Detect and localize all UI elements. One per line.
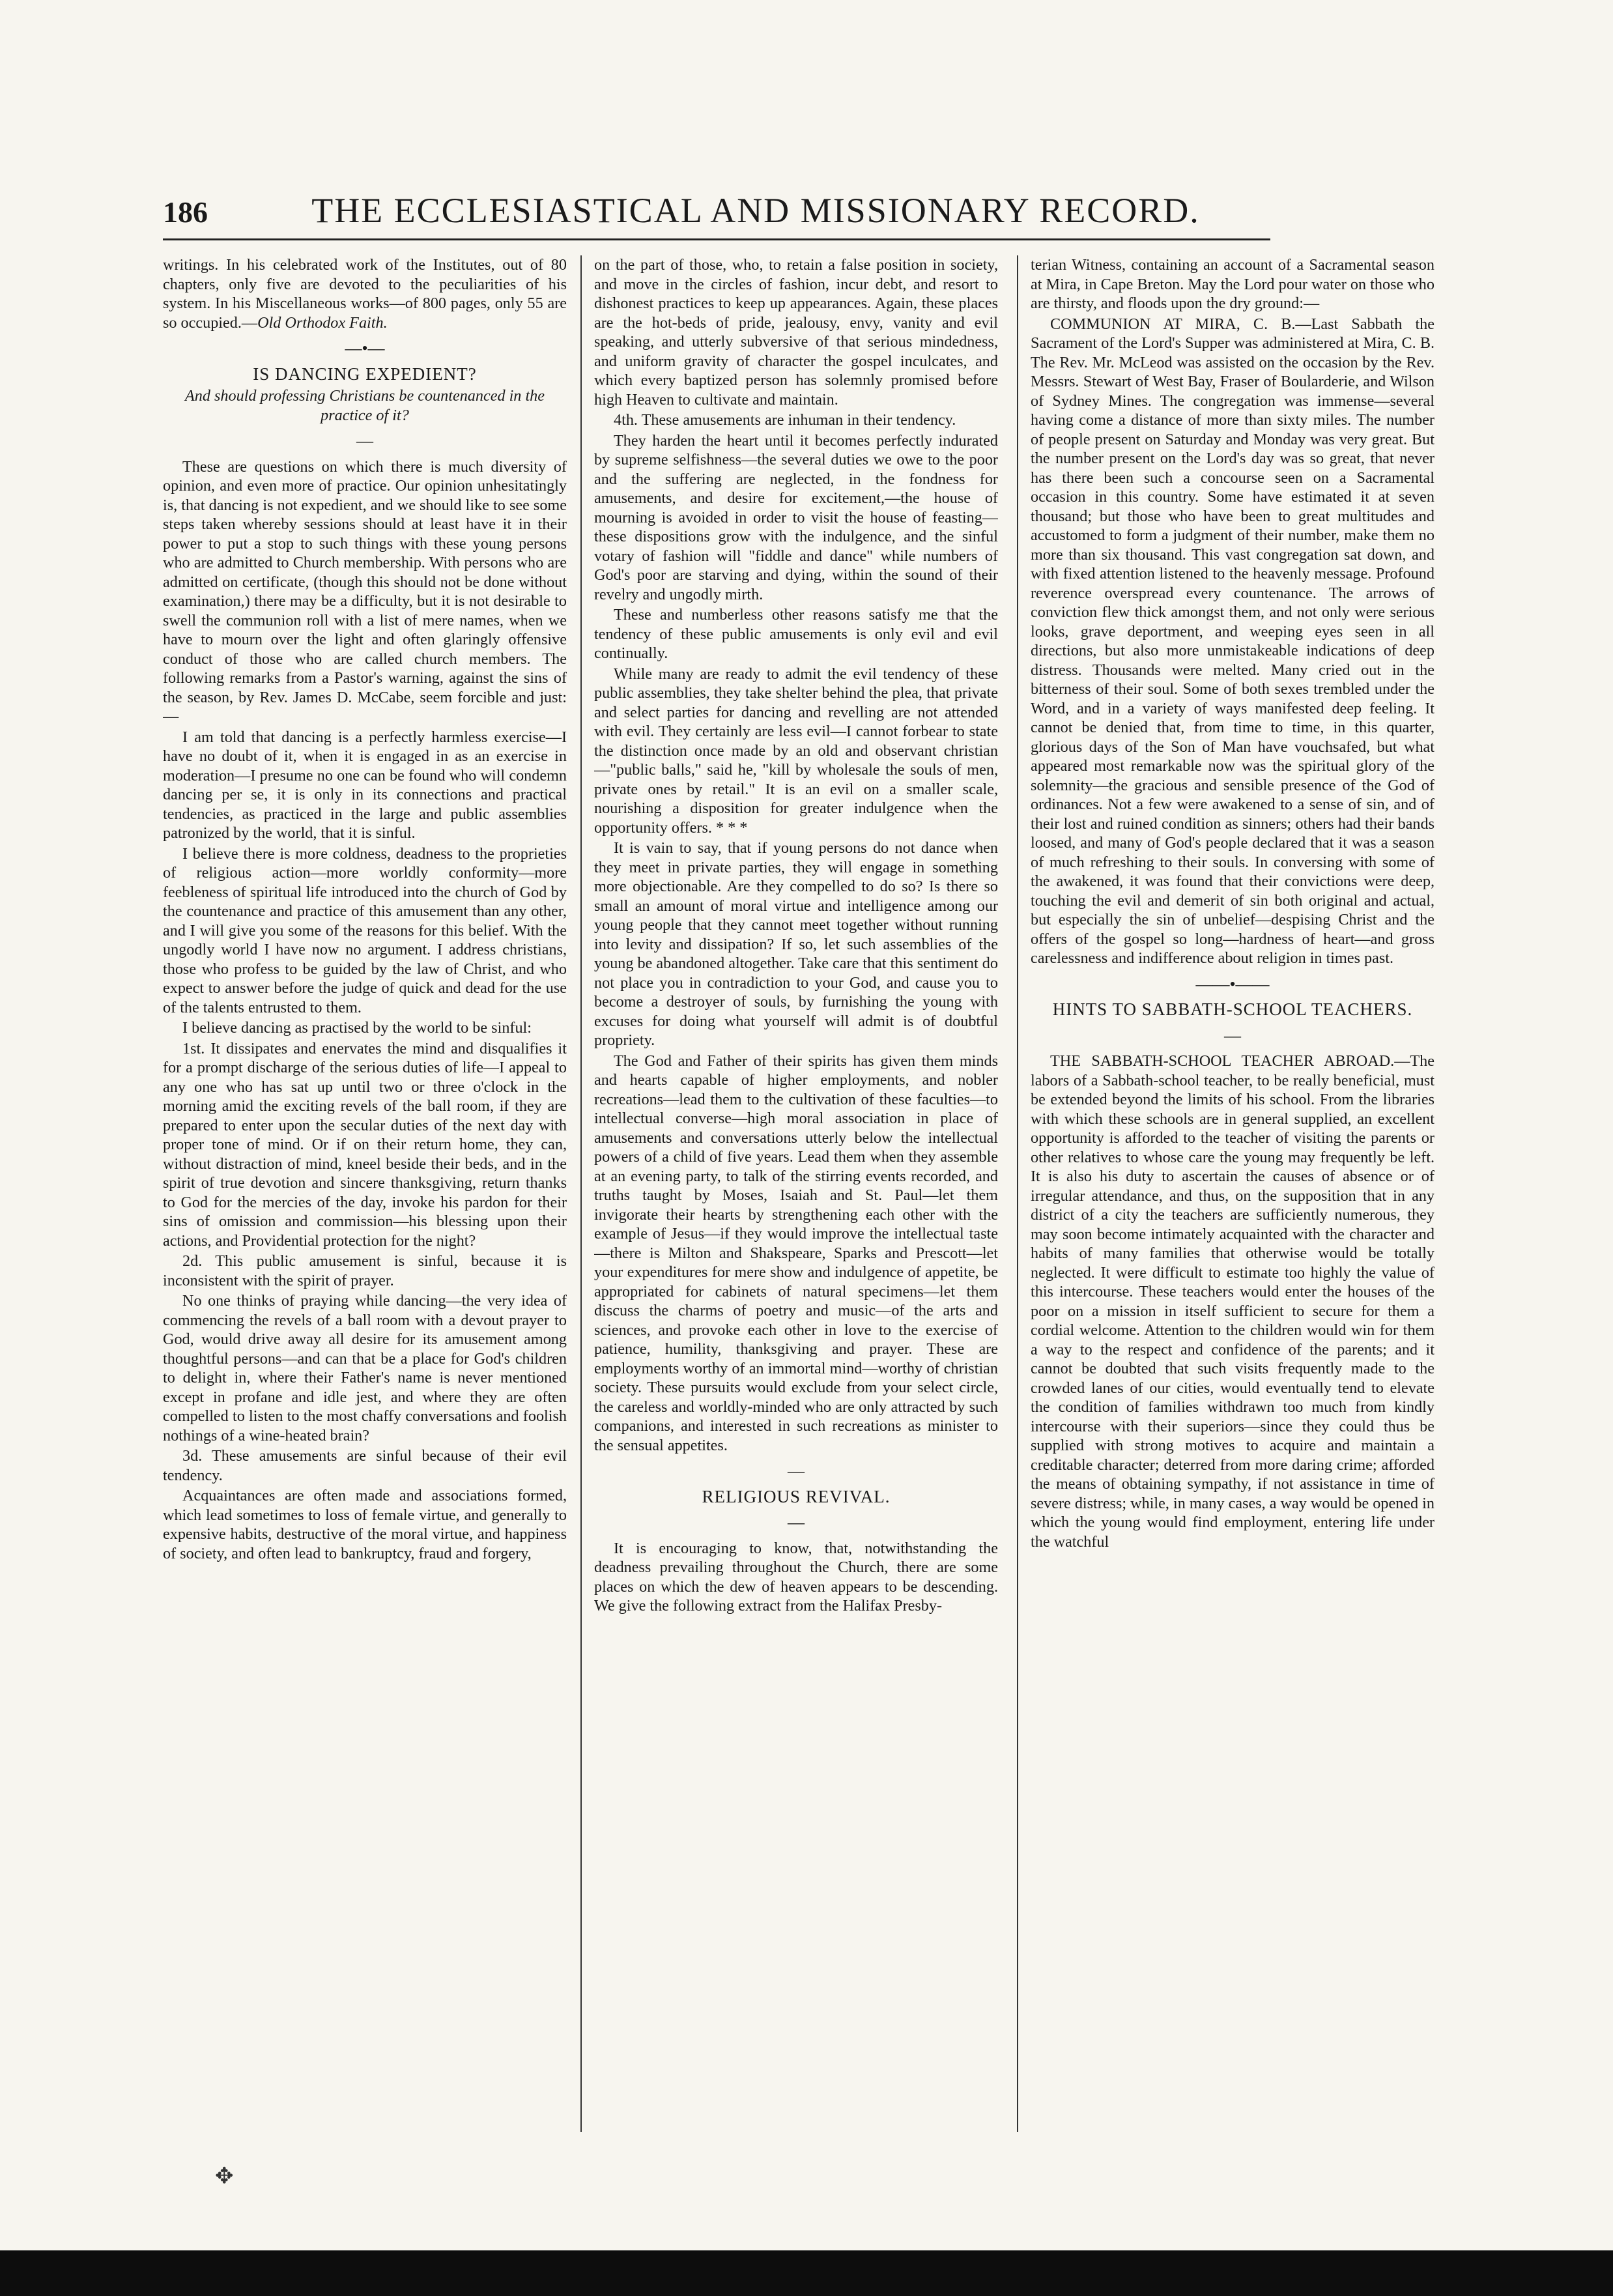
page-title: THE ECCLESIASTICAL AND MISSIONARY RECORD. — [311, 191, 1200, 230]
paragraph: terian Witness, containing an account of a Sacramental season at Mira, in Cape Breton. May the Lord pour water on those who are thirsty, and floods upon the dry ground:— — [1031, 256, 1435, 312]
paragraph: on the part of those, who, to retain a false position in society, and move in the circles of fashion, incur debt, and resort to dishonest practices to keep up appearances. Again, these places are the hot-beds of pride, jealousy, envy, vanity and evil speaking, and utterly subversive of that serious mindedness, and uniform gravity of character the gospel inculcates, and which every baptized person has solemnly promised before high Heaven to cultivate and maintain. — [594, 256, 998, 409]
ornament-divider: ——•—— — [1195, 974, 1270, 994]
page-number: 186 — [163, 195, 208, 229]
paragraph: These and numberless other reasons satisfy me that the tendency of these public amusements is only evil and evil continually. — [594, 606, 998, 662]
paragraph: I am told that dancing is a perfectly harmless exercise—I have no doubt of it, when it is engaged in as an exercise in moderation—I presume no one can be found who will condemn dancing per se, it is only in its connections and practical tendencies, as practiced in the large and public assemblies patronized by the world, that it is sinful. — [163, 728, 567, 842]
paragraph: No one thinks of praying while dancing—the very idea of commencing the revels of a ball room with a devout prayer to God, would drive away all desire for its amusement among thoughtful persons—and can that be a place for God's children to delight in, where their Father's name is never mentioned except in profane and idle jest, and where they are often compelled to listen to the most chaffy conversations and foolish nothings of a wine-heated brain? — [163, 1292, 567, 1444]
ink-smudge-icon: ✥ — [215, 2164, 234, 2188]
paragraph: Acquaintances are often made and associations formed, which lead sometimes to loss of female virtue, and generally to expensive habits, destructive of the moral virtue, and happiness of society, and often lead to bankruptcy, fraud and forgery, — [163, 1487, 567, 1562]
page-header — [163, 190, 1270, 236]
paragraph: It is encouraging to know, that, notwithstanding the deadness prevailing throughout the Church, there are some places on which the dew of heaven appears to be descending. We give the following extract from the Halifax Presby- — [594, 1539, 998, 1614]
paragraph: writings. In his celebrated work of the Institutes, out of 80 chapters, only five are devoted to the peculiarities of his system. In his Miscellaneous works—of 800 pages, only 55 are so occupied.—Old Orthodox Faith. — [163, 256, 567, 332]
article-subheading: And should professing Christians be countenanced in the practice of it? — [184, 387, 545, 424]
paragraph: I believe dancing as practised by the world to be sinful: — [182, 1019, 532, 1037]
paragraph: 3d. These amusements are sinful because of their evil tendency. — [163, 1447, 567, 1484]
paragraph: 2d. This public amusement is sinful, because it is inconsistent with the spirit of prayer. — [163, 1252, 567, 1289]
column-divider — [1017, 255, 1018, 2132]
signature: Old Orthodox Faith. — [257, 313, 388, 332]
column-1 — [163, 255, 567, 2132]
ornament-divider: —•— — [345, 339, 385, 358]
paragraph: It is vain to say, that if young persons do not dance when they meet in private parties, they will engage in something more objectionable. Are they compelled to do so? Is there so small an amount of moral virtue and intelligence among our young people that they cannot meet together without running into levity and dissipation? If so, let such assemblies of the young be abandoned altogether. Take care that this sentiment do not place you in contradiction to your God, and cause you to become a destroyer of souls, by furnishing the young with excuses for doing what yourself will admit is of doubtful propriety. — [594, 839, 998, 1049]
short-rule: — — [1224, 1026, 1241, 1045]
article-heading: HINTS TO SABBATH-SCHOOL TEACHERS. — [1052, 999, 1413, 1019]
paragraph: I believe there is more coldness, deadness to the proprieties of religious action—more worldly conformity—more feebleness of spiritual life introduced into the church of God by the countenance and practice of this amusement than any other, and I will give you some of the reasons for this belief. With the ungodly world I have now no argument. I address christians, those who profess to be guided by the law of Christ, and who expect to answer before the judge of quick and dead for the use of the talents entrusted to them. — [163, 844, 567, 1016]
column-divider — [580, 255, 582, 2132]
short-rule: — — [788, 1513, 805, 1532]
column-3 — [1031, 255, 1435, 2132]
article-heading: RELIGIOUS REVIVAL. — [702, 1486, 891, 1506]
paragraph: They harden the heart until it becomes perfectly indurated by supreme selfishness—the several duties we owe to the poor and the suffering are neglected, in the fondness for amusements, and desire for excitement,—the house of mourning is avoided in order to visit the house of feasting—these dispositions grow with the indulgence, and the sinful votary of fashion will "fiddle and dance" while numbers of God's poor are starving and dying, within the sound of their revelry and ungodly mirth. — [594, 431, 998, 603]
article-heading: IS DANCING EXPEDIENT? — [253, 364, 477, 384]
paragraph: The God and Father of their spirits has given them minds and hearts capable of higher employments, and nobler recreations—lead them to the cultivation of these faculties—to intellectual converse—high moral association in place of amusements and conversations utterly below the intellectual powers of a child of five years. Lead them when they assemble at an evening party, to talk of the stirring events recorded, and truths taught by Moses, Isaiah and St. Paul—let them invigorate their hearts by strengthening each other with the example of Jesus—if they would improve the intellectual taste—there is Milton and Shakspeare, Sparks and Prescott—let your expenditures for mere show and indulgence of appetite, be appropriated for cabinets of natural specimens—let them discuss the charms of poetry and music—of the arts and sciences, and provoke each other in love to the exercise of patience, humility, thanksgiving and prayer. These are employments worthy of an immortal mind—worthy of christian society. These pursuits would exclude from your select circle, the careless and worldly-minded who are only attracted by such companions, and interested in such recreations as minister to the sensual appetites. — [594, 1052, 998, 1454]
paragraph: THE SABBATH-SCHOOL TEACHER ABROAD.—The labors of a Sabbath-school teacher, to be really beneficial, must be extended beyond the limits of his school. From the libraries with which these schools are in general supplied, an excellent opportunity is afforded to the teacher of visiting the parents or other relatives to whose care the young may frequently be left. It is also his duty to ascertain the causes of absence or of irregular attendance, and thus, on the supposition that in any district of a city the teachers are sufficiently numerous, they may soon become intimately acquainted with the character and habits of many families that otherwise would be totally neglected. It were difficult to estimate too highly the value of this intercourse. These teachers would enter the houses of the poor on a mission in itself sufficient to secure for them a cordial welcome. Attention to the children would win for them a way to the respect and confidence of the parents; and it cannot be doubted that such visits frequently made to the crowded lanes of our cities, would eventually tend to elevate the condition of families withdrawn too much from kindly intercourse with their superiors—since they could thus be supplied with strong motives to acquire and maintain a creditable character; deterred from more daring crime; afforded the means of obtaining sympathy, if not assistance in time of severe distress; while, in many cases, a way would be opened in which the young would find employment, entering life under the watchful — [1031, 1052, 1435, 1551]
short-rule: — — [788, 1461, 805, 1480]
paragraph: COMMUNION AT MIRA, C. B.—Last Sabbath the Sacrament of the Lord's Supper was administered at Mira, C. B. The Rev. Mr. McLeod was assisted on the occasion by the Rev. Messrs. Stewart of West Bay, Fraser of Boularderie, and Wilson of Sydney Mines. The congregation was immense—several having come a distance of more than sixty miles. The number of people present on Saturday and Monday was very great. But the number present on the Lord's day was so great, that never has there been such a concourse seen on a Sacramental occasion in this country. Some have estimated it at seven thousand; but those who have been to great multitudes and accustomed to form a judgment of their number, make them no more than six thousand. This vast congregation sat down, and with fixed attention listened to the heavenly message. Profound reverence overspread every countenance. The arrows of conviction flew thick amongst them, and not only were serious looks, grave deportment, and weeping eyes seen in all directions, but also more unmistakeable indications of deep distress. Thousands were melted. Many cried out in the bitterness of their soul. Some of both sexes trembled under the Word, and in a variety of ways manifested deep feeling. It cannot be denied that, from time to time, in this quarter, glorious days of the Son of Man have vouchsafed, but what appeared most remarkable now was the spiritual glory of the solemnity—the gracious and sensible presence of the God of ordinances. Not a few were awakened to a sense of sin, and of their lost and ruined condition as sinners; others had their bands loosed, and many of God's people declared that it was a season of much refreshing to their souls. In conversing with some of the awakened, it was found that their convictions were deep, touching the evil and demerit of sin both original and actual, but especially the sin of unbelief—despising Christ and the offers of the gospel so long—hardness of heart—and gross carelessness and indifference about religion in times past. — [1031, 315, 1435, 967]
header-rule — [163, 238, 1270, 240]
column-2 — [594, 255, 998, 2132]
paragraph: 1st. It dissipates and enervates the mind and disqualifies it for a prompt discharge of the serious duties of life—I appeal to any one who has sat up until two or three o'clock in the morning amid the exciting revels of the ball room, if they are prepared to enter upon the secular duties of the next day with proper tone of mind. Or if on their return home, they can, without distraction of mind, kneel beside their beds, and in the spirit of true devotion and sincere thanksgiving, return thanks to God for the mercies of the day, invoke his pardon for their sins of omission and commission—his blessing upon their actions, and Providential protection for the night? — [163, 1039, 567, 1250]
paragraph: 4th. These amusements are inhuman in their tendency. — [614, 411, 956, 429]
short-rule: — — [356, 431, 373, 450]
paragraph: These are questions on which there is much diversity of opinion, and even more of practice. Our opinion unhesitatingly is, that dancing is not expedient, and we should like to see some steps taken whereby sessions should at least have it in their power to put a stop to such things with these young persons who are admitted to Church membership. With persons who are admitted on certificate, (though this should not be done without examination,) there may be a difficulty, but it is not desirable to swell the communion roll with a list of mere names, when we have to mourn over the light and often glaringly offensive conduct of those who are called church members. The following remarks from a Pastor's warning, against the sins of the season, by Rev. James D. McCabe, seem forcible and just:— — [163, 457, 567, 725]
scan-edge-bar — [0, 2250, 1613, 2296]
paragraph: While many are ready to admit the evil tendency of these public assemblies, they take shelter behind the plea, that private and select parties for dancing and revelling are not attended with evil. They certainly are less evil—I cannot forbear to state the distinction once made by an old and observant christian—"public balls," said he, "kill by wholesale the souls of men, private ones by retail." It is an evil on a smaller scale, nourishing a disposition for greater indulgence when the opportunity offers. * * * — [594, 665, 998, 837]
